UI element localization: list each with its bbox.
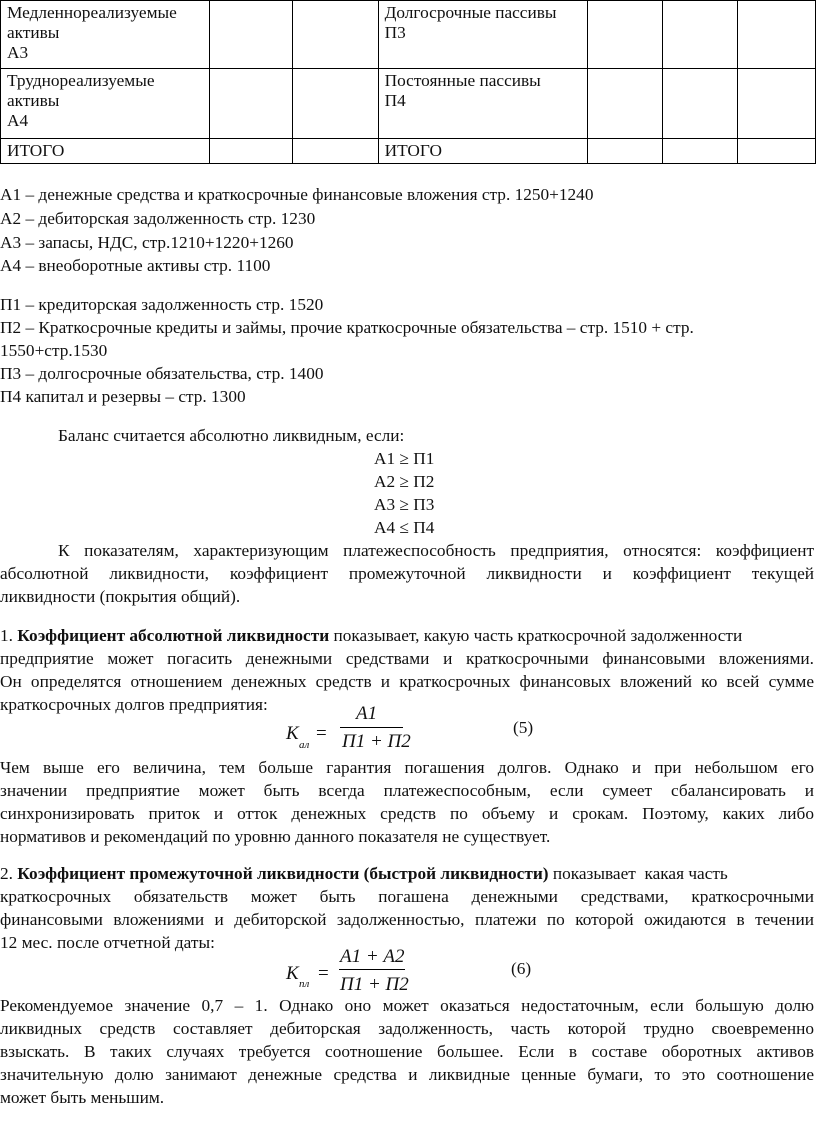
table-row — [1, 1, 816, 69]
formula-denominator: П1 + П2 — [340, 974, 409, 995]
k1-text-line: краткосрочных долгов предприятия: — [0, 695, 268, 714]
k2-text-line: 12 мес. после отчетной даты: — [0, 933, 215, 952]
cell-text: Труднореализуемые — [7, 71, 155, 90]
k1-heading-line — [0, 624, 814, 648]
definition-a3: А3 – запасы, НДС, стр.1210+1220+1260 — [0, 233, 294, 252]
table-cell — [1, 139, 210, 164]
k1-text-line: предприятие может погасить денежными средствами и краткосрочными финансовыми вложениями. — [0, 649, 814, 668]
k2-text-line: финансовыми вложениями и дебиторской задолженностью, платежи по которой ожидаются в течении — [0, 910, 814, 929]
k2-text-line: краткосрочных обязательств может быть погашена денежными средствами, краткосрочными — [0, 887, 814, 906]
definition-p3: П3 – долгосрочные обязательства, стр. 1400 — [0, 364, 324, 383]
cell-text: Постоянные пассивы — [384, 71, 541, 90]
table-cell — [663, 139, 738, 164]
k2-number: 2. — [0, 864, 13, 883]
cell-text: А4 — [7, 111, 29, 130]
cell-text: ИТОГО — [7, 141, 65, 160]
table-cell — [738, 139, 816, 164]
fraction-bar — [340, 727, 403, 728]
liquidity-intro: Баланс считается абсолютно ликвидным, если: — [58, 426, 405, 445]
indicators-line-2: абсолютной ликвидности, коэффициент промежуточной ликвидности и коэффициент текущей — [0, 564, 814, 583]
k1-heading-rest: показывает, какую часть краткосрочной задолженности — [329, 626, 743, 645]
formula-numerator: А1 + А2 — [340, 946, 405, 967]
k2-after-line: ликвидных средств составляет дебиторская задолженность, часть которой трудно своевременно — [0, 1019, 814, 1038]
fraction-bar — [339, 969, 405, 970]
cell-text: А3 — [7, 43, 29, 62]
table-cell — [209, 69, 292, 139]
table-cell — [738, 1, 816, 69]
formula-subscript: ал — [299, 739, 310, 751]
definition-a4: А4 – внеоборотные активы стр. 1100 — [0, 256, 271, 275]
table-cell — [292, 69, 378, 139]
table-cell — [292, 139, 378, 164]
table-cell — [209, 139, 292, 164]
formula-k: К — [286, 723, 299, 744]
k1-title: Коэффициент абсолютной ликвидности — [17, 626, 330, 645]
cell-text: Медленнореализуемые — [7, 3, 177, 22]
k2-heading-line — [0, 862, 814, 886]
k2-title: Коэффициент промежуточной ликвидности (быстрой ликвидности) — [17, 864, 549, 883]
formula-label: (6) — [511, 959, 532, 978]
cell-text: П4 — [384, 91, 406, 110]
k2-after-line: может быть меньшим. — [0, 1088, 165, 1107]
definition-p2: П2 – Краткосрочные кредиты и займы, прочие краткосрочные обязательства – стр. 1510 + стр. — [0, 318, 694, 337]
formula-denominator: П1 + П2 — [342, 731, 411, 752]
table-row — [1, 139, 816, 164]
k2-after-line: взыскать. В таких случаях требуется соотношение большее. Если в составе оборотных активов — [0, 1042, 814, 1061]
table-cell — [588, 69, 663, 139]
table-cell — [209, 1, 292, 69]
table-cell — [588, 139, 663, 164]
cell-text: Долгосрочные пассивы — [384, 3, 557, 22]
cell-text: П3 — [384, 23, 406, 42]
table-cell — [738, 69, 816, 139]
definition-a2: А2 – дебиторская задолженность стр. 1230 — [0, 209, 316, 228]
cell-text: активы — [7, 91, 60, 110]
definition-a1: А1 – денежные средства и краткосрочные финансовые вложения стр. 1250+1240 — [0, 185, 594, 204]
table-cell — [1, 69, 210, 139]
table-cell — [663, 1, 738, 69]
k1-after-line: значении предприятие может быть всегда платежеспособным, если сумеет сбалансировать и — [0, 781, 814, 800]
indicators-line-3: ликвидности (покрытия общий). — [0, 587, 241, 606]
table-cell — [588, 1, 663, 69]
cell-text: активы — [7, 23, 60, 42]
formula-subscript: пл — [299, 978, 310, 990]
table-row — [1, 69, 816, 139]
formula-numerator: А1 — [356, 703, 378, 724]
definition-p2-cont: 1550+стр.1530 — [0, 341, 108, 360]
definition-p4: П4 капитал и резервы – стр. 1300 — [0, 387, 246, 406]
condition-1: А1 ≥ П1 — [374, 449, 435, 468]
formula-equals: = — [316, 723, 327, 744]
definition-p1: П1 – кредиторская задолженность стр. 1520 — [0, 295, 324, 314]
indicators-line-1: К показателям, характеризующим платежеспособность предприятия, относятся: коэффициент — [58, 541, 814, 560]
k1-after-line: нормативов и рекомендаций по уровню данного показателя не существует. — [0, 827, 551, 846]
k1-text-line: Он определятся отношением денежных средств и краткосрочных финансовых вложений ко всей сумме — [0, 672, 814, 691]
k1-after-line: синхронизировать приток и отток денежных средств по объему и срокам. Поэтому, каких либо — [0, 804, 814, 823]
condition-4: А4 ≤ П4 — [374, 518, 435, 537]
balance-table — [0, 0, 816, 164]
k2-after-line: Рекомендуемое значение 0,7 – 1. Однако оно может оказаться недостаточным, если большую долю — [0, 996, 814, 1015]
formula-label: (5) — [513, 718, 534, 737]
k1-after-line: Чем выше его величина, тем больше гарантия погашения долгов. Однако и при небольшом его — [0, 758, 814, 777]
formula-k: К — [286, 963, 299, 984]
cell-text: ИТОГО — [384, 141, 442, 160]
condition-3: А3 ≥ П3 — [374, 495, 435, 514]
table-cell — [378, 1, 588, 69]
k2-after-line: значительную долю занимают денежные средства и ликвидные ценные бумаги, то это соотношение — [0, 1065, 814, 1084]
k1-number: 1. — [0, 626, 13, 645]
table-cell — [663, 69, 738, 139]
table-cell — [378, 69, 588, 139]
table-cell — [378, 139, 588, 164]
formula-equals: = — [318, 963, 329, 984]
k2-heading-rest: показывает какая часть — [548, 864, 728, 883]
table-cell — [292, 1, 378, 69]
condition-2: А2 ≥ П2 — [374, 472, 435, 491]
table-cell — [1, 1, 210, 69]
